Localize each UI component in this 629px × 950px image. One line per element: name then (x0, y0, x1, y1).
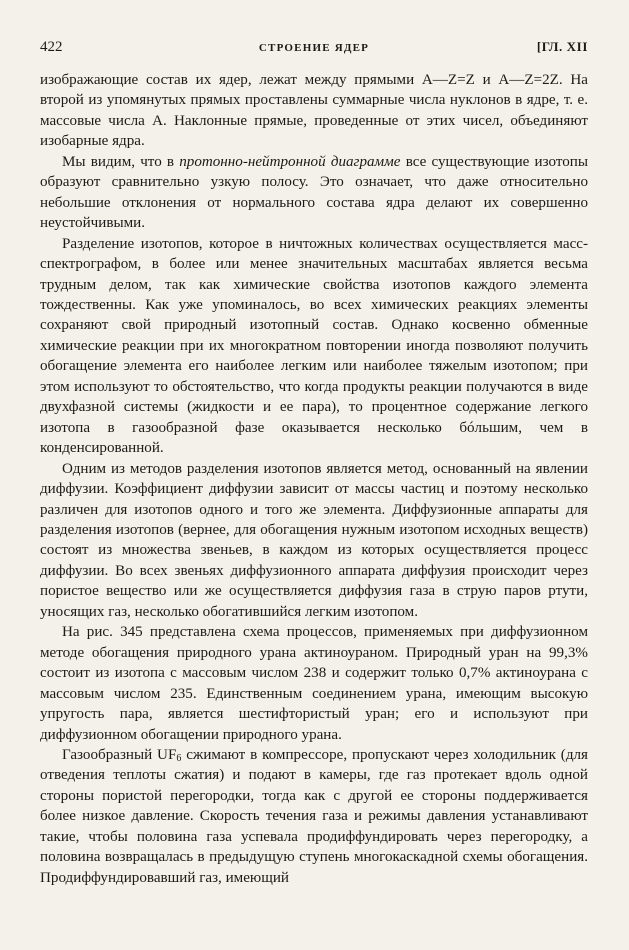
paragraph-figure-345: На рис. 345 представлена схема процессов, применяемых при диффузионном методе обогащения природного урана актиноураном. Природный уран на 99,3% состоит из изотопа с массовым числом 238 и содержит только 0,7% актиноурана с массовым числом 235. Единственным соединением урана, имеющим высокую упругость пара, является шестифтористый уран; его и используют при диффузионном обогащении природного урана. (40, 624, 588, 743)
chapter-label: [ГЛ. XII (536, 39, 588, 54)
paragraph-text: Газообразный UF (62, 746, 177, 763)
page-number: 422 (40, 39, 63, 55)
paragraph-text: все существующие изотопы образуют сравнительно узкую полосу. Это означает, что даже относительно небольшие отклонения от нормального состава ядра делают их совершенно неустойчивыми. (40, 153, 588, 232)
paragraph-text: сжимают в компрессоре, пропускают через холодильник (для отведения теплоты сжатия) и подают в камеры, где газ протекает вдоль одной стороны пористой перегородки, тогда как с другой ее стороны поддерживается более низкое давление. Скорость течения газа и режимы давления устанавливают такие, чтобы половина газа успевала продиффундировать через перегородку, а половина возвращалась в предыдущую ступень многокаскадной схемы обогащения. Продиффундировавший газ, имеющий (40, 746, 588, 886)
body-text (40, 70, 588, 888)
emphasized-term: протонно-нейтронной диаграмме (179, 153, 401, 170)
page-header (40, 34, 588, 58)
subscript: 6 (176, 752, 182, 764)
paragraph-isotope-separation: Разделение изотопов, которое в ничтожных количествах осуществляется масс-спектрографом, в более или менее значительных масштабах является весьма трудным делом, так как химические свойства изотопов каждого элемента тождественны. Как уже упоминалось, во всех химических реакциях элементы сохраняют свой природный изотопный состав. Однако косвенно обменные химические реакции при их многократном повторении иногда позволяют получить обогащение элемента его наиболее легким или наиболее тяжелым изотопом; при этом используют то обстоятельство, что когда продукты реакции получаются в виде двухфазной системы (жидкости и ее пара), то процентное содержание легкого изотопа в газообразной фазе оказывается несколько бóльшим, чем в конденсированной. (40, 235, 588, 457)
paragraph-text: Мы видим, что в (62, 153, 180, 170)
paragraph-diffusion-method: Одним из методов разделения изотопов является метод, основанный на явлении диффузии. Коэффициент диффузии зависит от массы частиц и поэтому несколько различен для изотопов одного и того же элемента. Диффузионные аппараты для разделения изотопов (вернее, для обогащения нужным изотопом исходных веществ) состоят из множества звеньев, в каждом из которых осуществляется процесс диффузии. Во всех звеньях диффузионного аппарата диффузия происходит через пористое вещество или же осуществляется диффузия газа в струю паров ртути, уносящих газ, несколько обогатившийся легким изотопом. (40, 460, 588, 620)
book-page (40, 34, 588, 888)
paragraph-uf6-process (40, 745, 588, 888)
running-title: СТРОЕНИЕ ЯДЕР (258, 42, 370, 54)
paragraph-continued: изображающие состав их ядер, лежат между прямыми A—Z=Z и A—Z=2Z. На второй из упомянутых прямых проставлены суммарные числа нуклонов в ядре, т. е. массовые числа A. Наклонные прямые, проведенные от этих чисел, объединяют изобарные ядра. (40, 72, 588, 150)
paragraph-proton-neutron-diagram (40, 152, 588, 234)
